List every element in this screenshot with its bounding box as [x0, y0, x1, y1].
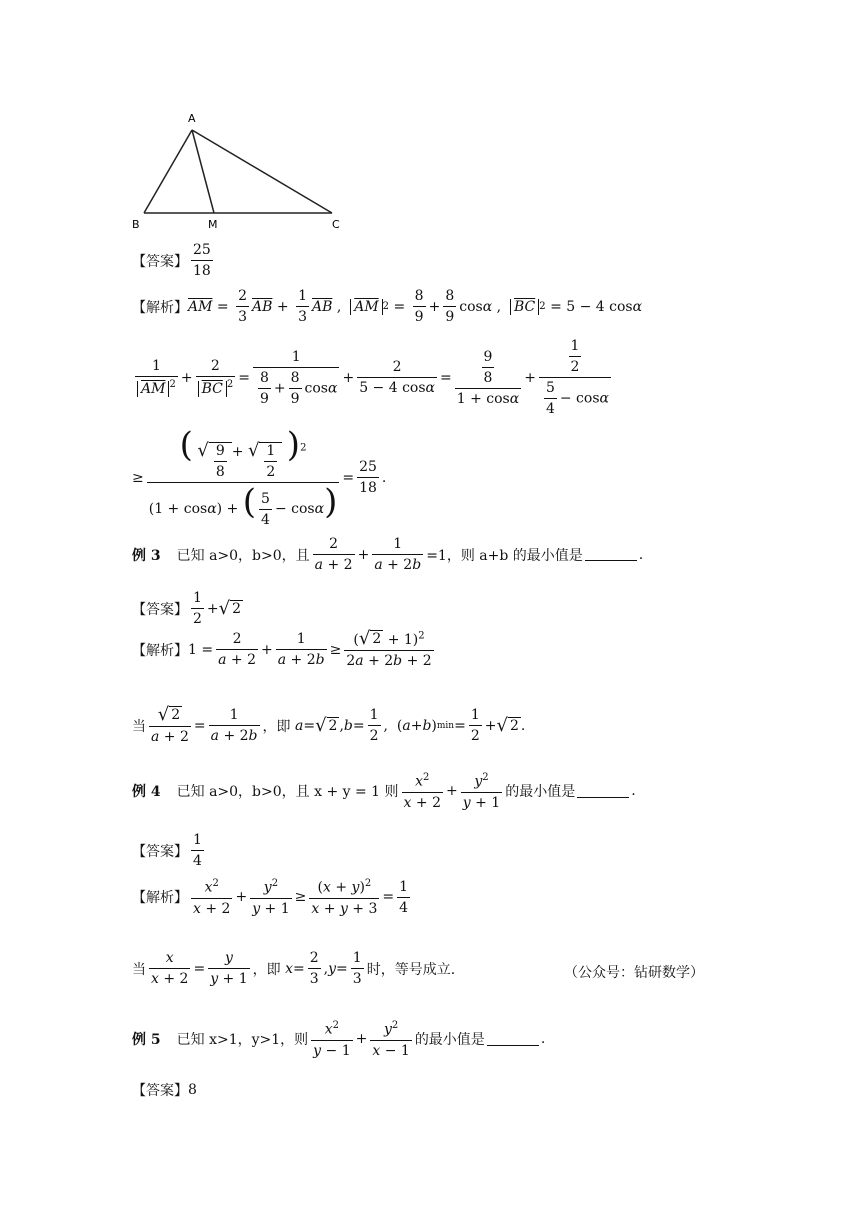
example-3-question: 例 3 已知 a>0，b>0，且 $\frac{2}{a + 2}$ + $\frac{1}{a + 2b}$ =1，则 a+b 的最小值是 .: [132, 536, 644, 574]
analysis-ex4-line1: 【解析】 $\frac{x^2}{x + 2}$ + $\frac{y^2}{y + 1}$ ≥ $\frac{(x + y)^2}{x + y + 3}$ = $\frac{1}{4}$: [132, 878, 409, 917]
answer-fraction: $\frac{25}{18}$: [193, 242, 211, 280]
vertex-label-a: A: [188, 112, 196, 125]
analysis-ex2-line2: $\frac{1}{\overline{AM} ^2}$ + $\frac{2}{\overline{BC} ^2}$ = 1 $\frac{8}{9}$ + $\frac{8}{9}$ cosα + $\frac{2}{5 - 4 \cos\alpha}$ = $\frac{\frac{9}{8}}{1 + \cos\alpha}$ + $\frac{1}{2}$ $\frac{5}{4}$ − cosα: [132, 338, 614, 417]
example-4-question: 例 4 已知 a>0，b>0，且 x + y = 1 则 $\frac{x^2}{x + 2}$ + $\frac{y^2}{y + 1}$ 的最小值是 .: [132, 772, 636, 811]
answer-ex4: 【答案】 $\frac{1}{4}$: [132, 832, 202, 870]
answer-blank: [585, 548, 637, 561]
source-note: （公众号：钻研数学）: [564, 965, 704, 981]
answer-ex5: 【答案】 8: [132, 1082, 197, 1099]
analysis-ex2-line1: 【解析】 $\overline{AM}$ = $\frac{2}{3}$ $\overline{AB}$ + $\frac{1}{3}$ $\overline{AB}$ , $\overline{AM}$ 2 = $\frac{8}{9}$ + $\frac{8}{9}$ cos α , $\overline{BC}$ 2 = 5 − 4 cos α: [132, 288, 643, 326]
answer-ex3: 【答案】 $\frac{1}{2}$ + √ 2: [132, 590, 242, 628]
vertex-label-c: C: [332, 218, 340, 231]
analysis-ex3-line1: 【解析】 1 = $\frac{2}{a + 2}$ + $\frac{1}{a + 2b}$ ≥ ( √ 2 + 1)$^2$ 2a + 2b + 2: [132, 628, 432, 670]
analysis-ex4-line2: 当 $\frac{x}{x + 2}$ = $\frac{y}{y + 1}$ ，即 x = $\frac{2}{3}$ , y = $\frac{1}{3}$ 时，等号成立.: [132, 950, 456, 988]
triangle-figure: [128, 108, 348, 234]
analysis-ex2-line3: ≥ ( √ $\frac{9}{8}$ + √ $\frac{1}{2}$ )$^2$ (1 + cosα) + ( $\frac{5}{4}$ − cosα) = $\frac{25}{18}$ .: [132, 425, 387, 528]
analysis-ex3-line2: 当 √ 2 a + 2 = $\frac{1}{a + 2b}$ ，即 a = √ 2 , b = $\frac{1}{2}$ , ( a + b ) min = $\frac{1}{2}$ + √ 2 .: [132, 704, 526, 746]
answer-ex2: 【答案】 $\frac{25}{18}$: [132, 242, 211, 280]
vertex-label-m: M: [208, 218, 218, 231]
vertex-label-b: B: [132, 218, 140, 231]
example-5-question: 例 5 已知 x>1，y>1，则 $\frac{x^2}{y - 1}$ + $\frac{y^2}{x - 1}$ 的最小值是 .: [132, 1020, 546, 1059]
